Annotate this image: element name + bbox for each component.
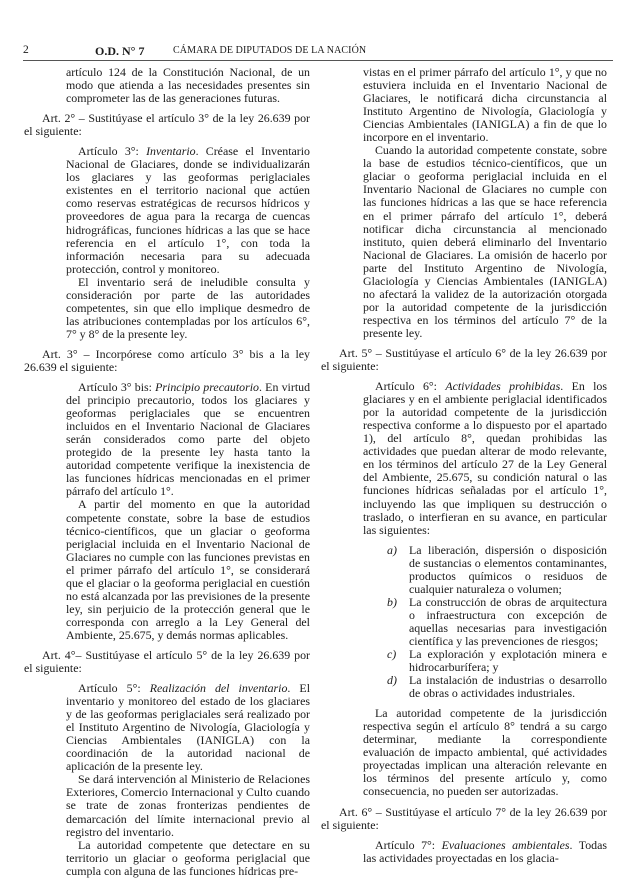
article-3bis-paragraph-2: A partir del momento en que la autoridad competente constate, sobre la base de estudios técnico-científicos, que un glaciar o geoforma periglacial incluida en el Inventario Nacional de Glaciares no cumple con las funciones previstas en el primer párrafo del artículo 1°, se considerará que el glaciar o la geoforma periglacial en cuestión no está alcanzada por las previsiones de la presente ley, sin perjuicio de la protección general que le corresponda con arreglo a la Ley General del Ambiente, 25.675, y demás normas aplicables. xyxy=(66,497,310,642)
list-item-label: c) xyxy=(387,647,397,662)
list-item-label: a) xyxy=(387,542,397,557)
list-item-text: La exploración y explotación minera e hidrocarburífera; y xyxy=(409,647,607,675)
list-item-text: La construcción de obras de arquitectura o infraestructura con excepción de aquellas necesarias para investigación científica y las prevenciones de riesgos; xyxy=(409,594,607,648)
article-5-paragraph-4: Cuando la autoridad competente constate, sobre la base de estudios técnico-científicos, que un glaciar o geoforma periglacial incluida en el Inventario Nacional de Glaciares no cumple con las funciones hídricas a las que se hace referencia en el primer párrafo del artículo 1°, deberá notificar dicha circunstancia al mencionado instituto, quien deberá eliminarlo del Inventario Nacional de Glaciares. La omisión de hacerlo por parte del Instituto Argentino de Nivología, Glaciología y Ciencias Ambientales (IANIGLA) no afectará la validez de la autorización otorgada por la autoridad competente de la jurisdicción respectiva en los términos del artículo 7° de la presente ley. xyxy=(363,143,607,340)
list-item-label: d) xyxy=(387,673,397,688)
article-3bis-lead: Artículo 3° bis: xyxy=(78,380,156,395)
article-3-text xyxy=(24,145,310,275)
article-5-body: . El inventario y monitoreo del estado de los glaciares y de las geoformas periglaciales será realizado por el Instituto Argentino de Nivología, Glaciología y Ciencias Ambientales (IANIGLA) con la coordinación de la autoridad nacional de aplicación de la presente ley. xyxy=(66,681,310,774)
paragraph-art1-tail: artículo 124 de la Constitución Nacional, de un modo que atienda a las necesidades presentes sin comprometer las de las generaciones futuras. xyxy=(66,65,310,106)
article-5-paragraph-3-cont: vistas en el primer párrafo del artículo 1°, y que no estuviera incluida en el Inventario Nacional de Glaciares, le notificará dicha circunstancia al Instituto Argentino de Nivología, Glaciología y Ciencias Ambientales (IANIGLA) a fin de que lo incorpore en el inventario. xyxy=(363,65,607,145)
list-item xyxy=(387,596,607,648)
article-3-lead: Artículo 3°: xyxy=(78,144,147,159)
article-4-amendment: Art. 4°– Sustitúyase el artículo 5° de la ley 26.639 por el siguiente: xyxy=(24,647,310,676)
right-column xyxy=(321,66,607,865)
article-6-text xyxy=(321,380,607,537)
article-5-paragraph-3: La autoridad competente que detectare en su territorio un glaciar o geoforma periglacial que cumpla con alguna de las funciones hídricas pre- xyxy=(66,837,310,878)
article-7-text xyxy=(321,839,607,865)
page-number: 2 xyxy=(23,44,29,56)
chamber-title: CÁMARA DE DIPUTADOS DE LA NACIÓN xyxy=(173,45,367,56)
list-item xyxy=(387,648,607,674)
article-6-body: . En los glaciares y en el ambiente periglacial identificados por la autoridad competente de la jurisdicción respectiva conforme a lo dispuesto por el apartado 1), del artículo 8°, quedan prohibidas las actividades que puedan alterar de modo relevante, en los términos del artículo 27 de la Ley General del Ambiente, 25.675, su condición natural o las funciones hídricas señaladas por el artículo 1°, incluyendo las que impliquen su destrucción o traslado, o interfieran en su avance, en particular las siguientes: xyxy=(363,379,607,537)
article-3-amendment: Art. 3° – Incorpórese como artículo 3° bis a la ley 26.639 el siguiente: xyxy=(24,346,310,374)
article-3bis-title: Principio precautorio xyxy=(155,380,259,395)
article-3-paragraph-2: El inventario será de ineludible consulta y consideración por parte de las autoridades competentes, sin que ello implique desmedro de las atribuciones contempladas por los artículos 6°, 7° y 8° de la presente ley. xyxy=(66,274,310,341)
list-item-text: La instalación de industrias o desarrollo de obras o actividades industriales. xyxy=(409,673,607,701)
article-5-text xyxy=(24,682,310,773)
list-item-label: b) xyxy=(387,594,397,609)
left-column xyxy=(24,66,310,878)
article-2-amendment: Art. 2° – Sustitúyase el artículo 3° de la ley 26.639 por el siguiente: xyxy=(24,111,310,139)
article-6-paragraph-2: La autoridad competente de la jurisdicción respectiva según el artículo 8° tendrá a su cargo determinar, mediante la correspondiente evaluación de impacto ambiental, qué actividades proyectadas implican una alteración relevante en los términos del presente artículo y, como consecuencia, no pueden ser autorizadas. xyxy=(363,706,607,799)
article-5-title: Realización del inventario xyxy=(149,681,288,696)
article-7-lead: Artículo 7°: xyxy=(375,837,442,852)
article-5-lead: Artículo 5°: xyxy=(78,681,150,696)
article-7-title: Evaluaciones ambientales xyxy=(441,837,570,852)
page-header xyxy=(23,44,613,61)
list-item xyxy=(387,544,607,596)
list-item xyxy=(387,674,607,700)
order-number: O.D. N° 7 xyxy=(95,44,145,58)
article-3-title: Inventario xyxy=(146,144,196,159)
article-5-paragraph-2: Se dará intervención al Ministerio de Relaciones Exteriores, Comercio Internacional y Culto cuando se trate de zonas fronterizas pendientes de demarcación del límite internacional previo al registro del inventario. xyxy=(66,772,310,839)
article-7-body: . Todas las actividades proyectadas en los glacia- xyxy=(363,837,607,865)
article-5-amendment: Art. 5° – Sustitúyase el artículo 6° de la ley 26.639 por el siguiente: xyxy=(321,345,607,374)
article-3-body: . Créase el Inventario Nacional de Glaciares, donde se individualizarán los glaciares y las geoformas periglaciales existentes en el territorio nacional que actúen como reservas estratégicas de recursos hídricos y proveedores de agua para la recarga de cuencas hidrográficas, funciones hídricas a las que se hace referencia en el artículo 1°, con toda la información necesaria para su adecuada protección, control y monitoreo. xyxy=(66,144,311,276)
prohibited-activities-list xyxy=(321,544,607,701)
article-6-lead: Artículo 6°: xyxy=(375,379,446,394)
article-3bis-body: . En virtud del principio precautorio, todos los glaciares y geoformas periglaciales que se encuentren incluidos en el Inventario Nacional de Glaciares serán considerados como parte del objeto protegido de la presente ley hasta tanto la autoridad competente verifique la inexistencia de las funciones hídricas mencionadas en el primer párrafo del artículo 1°. xyxy=(66,380,311,499)
article-6-amendment: Art. 6° – Sustitúyase el artículo 7° de la ley 26.639 por el siguiente: xyxy=(321,804,607,832)
article-3bis-text xyxy=(24,381,310,498)
list-item-text: La liberación, dispersión o disposición de sustancias o elementos contaminantes, productos químicos o residuos de cualquier naturaleza o volumen; xyxy=(409,542,607,596)
article-6-title: Actividades prohibidas xyxy=(445,379,561,394)
